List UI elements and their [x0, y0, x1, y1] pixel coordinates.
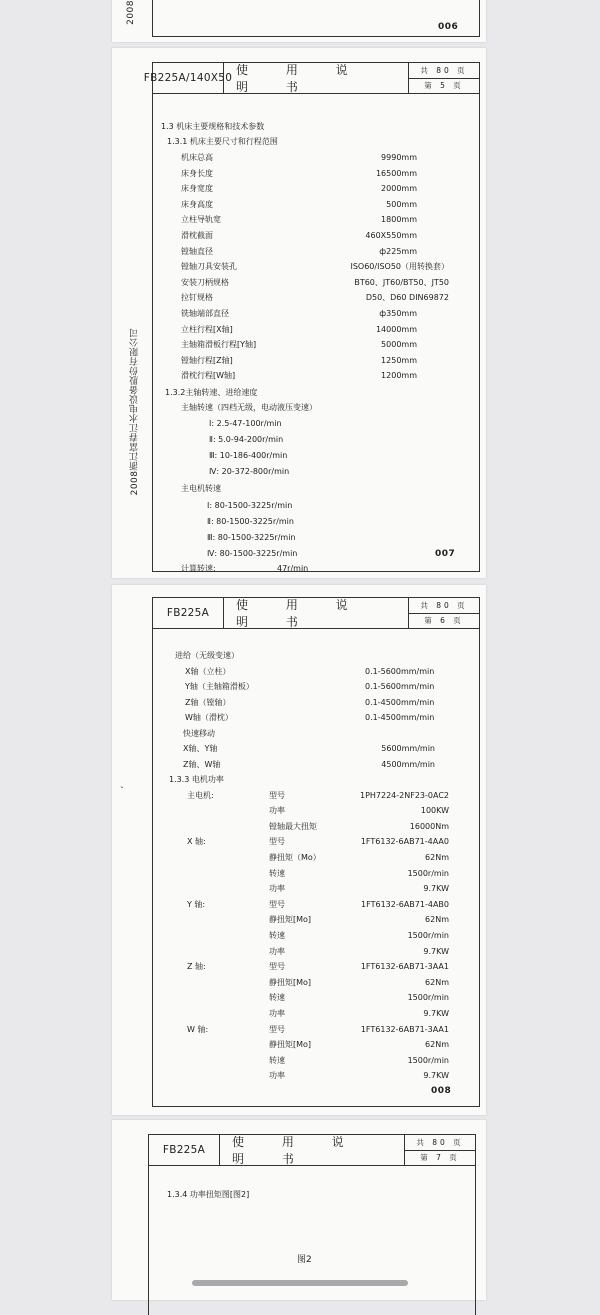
spindle-speed: Ⅱ: 5.0-94-200r/min — [209, 435, 284, 444]
total-pages: 共 80 页 — [409, 598, 479, 614]
spec-label: 镗轴直径 — [181, 246, 213, 256]
model-number: FB225A — [149, 1135, 220, 1165]
motor-param-value: 62Nm — [425, 915, 449, 925]
spec-label: 镗轴行程[Z轴] — [181, 355, 233, 365]
motor-param-label: 静扭矩[Mo] — [269, 915, 312, 925]
model-number: FB225A — [153, 598, 224, 628]
motor-param-label: 静扭矩（Mo） — [269, 852, 321, 862]
spec-value: 14000mm — [375, 324, 417, 334]
document-page-1 — [112, 0, 486, 42]
page-frame — [152, 597, 480, 1107]
spec-value: BT60、JT60/BT50、JT50 — [354, 277, 449, 287]
document-title: 使 用 说 明 书 — [224, 63, 409, 93]
rapid-value: 4500mm/min — [381, 759, 435, 769]
spindle-speed: Ⅳ: 20-372-800r/min — [209, 467, 290, 476]
motor-param-label: 功率 — [269, 806, 285, 816]
scroll-indicator[interactable] — [192, 1280, 408, 1286]
company-side-text: 2008浙江富春江水电设备股份有限公司 — [130, 328, 140, 496]
motor-param-value: 1FT6132-6AB71-3AA1 — [360, 1024, 449, 1034]
motor-param-value: 9.7KW — [423, 884, 449, 894]
motor-speed: Ⅳ: 80-1500-3225r/min — [207, 549, 298, 558]
spec-label: 床身高度 — [181, 199, 213, 209]
total-pages: 共 80 页 — [409, 63, 479, 79]
title-block — [153, 598, 479, 629]
motor-param-label: 转速 — [269, 993, 285, 1003]
spec-value: D50、D60 DIN69872 — [365, 293, 449, 303]
motor-speed-label: 主电机转速 — [181, 484, 221, 493]
company-side-text: 2008 — [126, 0, 136, 25]
motor-param-label: 型号 — [269, 962, 285, 972]
document-page-4 — [112, 1120, 486, 1300]
spec-label: 机床总高 — [181, 153, 213, 162]
section-heading: 1.3 机床主要规格和技术参数 — [161, 122, 265, 131]
motor-speed: Ⅱ: 80-1500-3225r/min — [207, 517, 294, 526]
spec-value: 1800mm — [381, 215, 417, 225]
feed-value: 0.1-4500mm/min — [365, 697, 435, 707]
page-frame — [148, 1134, 476, 1315]
title-block — [143, 63, 479, 94]
motor-name: Z 轴: — [187, 962, 206, 972]
motor-name: 主电机: — [187, 790, 214, 800]
motor-param-value: 9.7KW — [423, 946, 449, 956]
motor-param-value: 62Nm — [425, 1040, 449, 1050]
figure-caption: 图2 — [297, 1255, 312, 1265]
page-label: 第 7 页 — [420, 1153, 460, 1163]
spec-value: 2000mm — [381, 184, 417, 194]
motor-param-label: 转速 — [269, 868, 285, 878]
section-heading: 1.3.4 功率扭矩图[图2] — [167, 1190, 250, 1199]
motor-param-value: 1FT6132-6AB71-4AB0 — [361, 899, 449, 909]
feed-axis: X轴（立柱） — [185, 666, 231, 676]
motor-param-value: 1FT6132-6AB71-4AA0 — [360, 837, 449, 847]
page-number: 006 — [438, 22, 459, 32]
motor-param-label: 型号 — [269, 790, 285, 800]
page-count-box — [409, 63, 479, 93]
motor-param-label: 转速 — [269, 930, 285, 940]
rapid-label: 快速移动 — [183, 728, 215, 738]
spindle-speed: Ⅰ: 2.5-47-100r/min — [209, 419, 282, 428]
spec-value: 16500mm — [375, 168, 417, 178]
subsection-heading: 1.3.2主轴转速、进给速度 — [165, 388, 258, 397]
spec-label: 镗轴刀具安装孔 — [181, 262, 237, 272]
motor-speed: Ⅲ: 80-1500-3225r/min — [207, 533, 296, 542]
feed-axis: Y轴（主轴箱滑板） — [185, 682, 254, 691]
calc-speed-value: 47r/min — [277, 564, 309, 573]
feed-value: 0.1-5600mm/min — [365, 682, 435, 691]
spec-label: 滑枕行程[W轴] — [181, 371, 236, 381]
subsection-heading: 1.3.1 机床主要尺寸和行程范围 — [167, 137, 278, 146]
spec-value: 1200mm — [381, 371, 417, 381]
page-frame — [143, 62, 480, 573]
spec-value: 500mm — [386, 199, 417, 209]
spec-value: 9990mm — [381, 153, 417, 162]
motor-param-value: 1500r/min — [407, 1055, 449, 1065]
feed-label: 进给（无级变速） — [175, 651, 239, 660]
motor-param-label: 型号 — [269, 837, 285, 847]
spindle-speed: Ⅲ: 10-186-400r/min — [209, 451, 288, 460]
motor-speed: Ⅰ: 80-1500-3225r/min — [207, 501, 293, 510]
motor-param-label: 功率 — [269, 1071, 285, 1081]
motor-param-label: 功率 — [269, 946, 285, 956]
page-frame — [152, 0, 480, 37]
document-title: 使 用 说 明 书 — [224, 598, 409, 628]
feed-axis: Z轴（镗轴） — [185, 697, 231, 707]
motor-name: W 轴: — [187, 1024, 209, 1034]
spindle-label: 主轴转速（四档无级，电动液压变速） — [181, 403, 317, 412]
spec-label: 主轴箱滑板行程[Y轴] — [181, 340, 257, 350]
spec-label: 滑枕截面 — [181, 231, 213, 240]
motor-param-value: 1FT6132-6AB71-3AA1 — [360, 962, 449, 972]
margin-mark: ʻ — [120, 785, 131, 789]
document-title: 使 用 说 明 书 — [220, 1135, 405, 1165]
spec-label: 拉钉规格 — [181, 293, 213, 303]
motor-param-label: 型号 — [269, 899, 285, 909]
title-block — [149, 1135, 475, 1166]
motor-param-value: 1500r/min — [407, 993, 449, 1003]
model-number: FB225A/140X50 — [153, 63, 224, 93]
rapid-value: 5600mm/min — [381, 744, 435, 753]
spec-value: ISO60/ISO50（用转换套） — [350, 262, 449, 272]
spec-label: 床身宽度 — [181, 184, 213, 194]
total-pages: 共 80 页 — [405, 1135, 475, 1151]
feed-value: 0.1-4500mm/min — [365, 713, 435, 722]
motor-param-label: 型号 — [269, 1024, 285, 1034]
page-count-box — [409, 598, 479, 628]
spec-value: 5000mm — [381, 340, 417, 350]
motor-param-label: 镗轴最大扭矩 — [269, 821, 317, 831]
motor-name: Y 轴: — [187, 899, 206, 909]
subsection-heading: 1.3.3 电机功率 — [169, 775, 224, 784]
motor-param-value: 1500r/min — [407, 930, 449, 940]
motor-param-label: 功率 — [269, 884, 285, 894]
spec-value: 1250mm — [381, 355, 417, 365]
rapid-axis: Z轴、W轴 — [183, 759, 221, 769]
motor-param-value: 9.7KW — [423, 1008, 449, 1018]
motor-param-label: 转速 — [269, 1055, 285, 1065]
document-page-3 — [112, 585, 486, 1115]
motor-param-value: 62Nm — [425, 977, 449, 987]
feed-axis: W轴（滑枕） — [185, 713, 233, 722]
rapid-axis: X轴、Y轴 — [183, 744, 218, 753]
spec-value: ф225mm — [379, 246, 417, 256]
page-number: 008 — [431, 1086, 452, 1096]
spec-value: 460X550mm — [365, 231, 417, 240]
motor-param-value: 62Nm — [425, 852, 449, 862]
document-page-2 — [112, 48, 486, 578]
motor-param-label: 功率 — [269, 1008, 285, 1018]
motor-param-label: 静扭矩[Mo] — [269, 1040, 312, 1050]
motor-param-label: 静扭矩[Mo] — [269, 977, 312, 987]
motor-param-value: 1PH7224-2NF23-0AC2 — [359, 790, 449, 800]
motor-param-value: 16000Nm — [409, 821, 449, 831]
spec-label: 床身长度 — [181, 168, 213, 178]
spec-value: ф350mm — [379, 309, 417, 318]
page-label: 第 6 页 — [424, 616, 464, 626]
spec-label: 立柱行程[X轴] — [181, 324, 233, 334]
motor-param-value: 1500r/min — [407, 868, 449, 878]
page-count-box — [405, 1135, 475, 1165]
motor-param-value: 100KW — [420, 806, 449, 816]
spec-label: 安装刀柄规格 — [181, 277, 229, 287]
motor-param-value: 9.7KW — [423, 1071, 449, 1081]
feed-value: 0.1-5600mm/min — [365, 666, 435, 676]
spec-label: 铣轴端部直径 — [181, 309, 229, 318]
calc-speed-label: 计算转速: — [181, 564, 216, 573]
spec-label: 立柱导轨宽 — [181, 215, 221, 225]
page-label: 第 5 页 — [424, 81, 464, 91]
motor-name: X 轴: — [187, 837, 206, 847]
page-number: 007 — [435, 549, 456, 559]
